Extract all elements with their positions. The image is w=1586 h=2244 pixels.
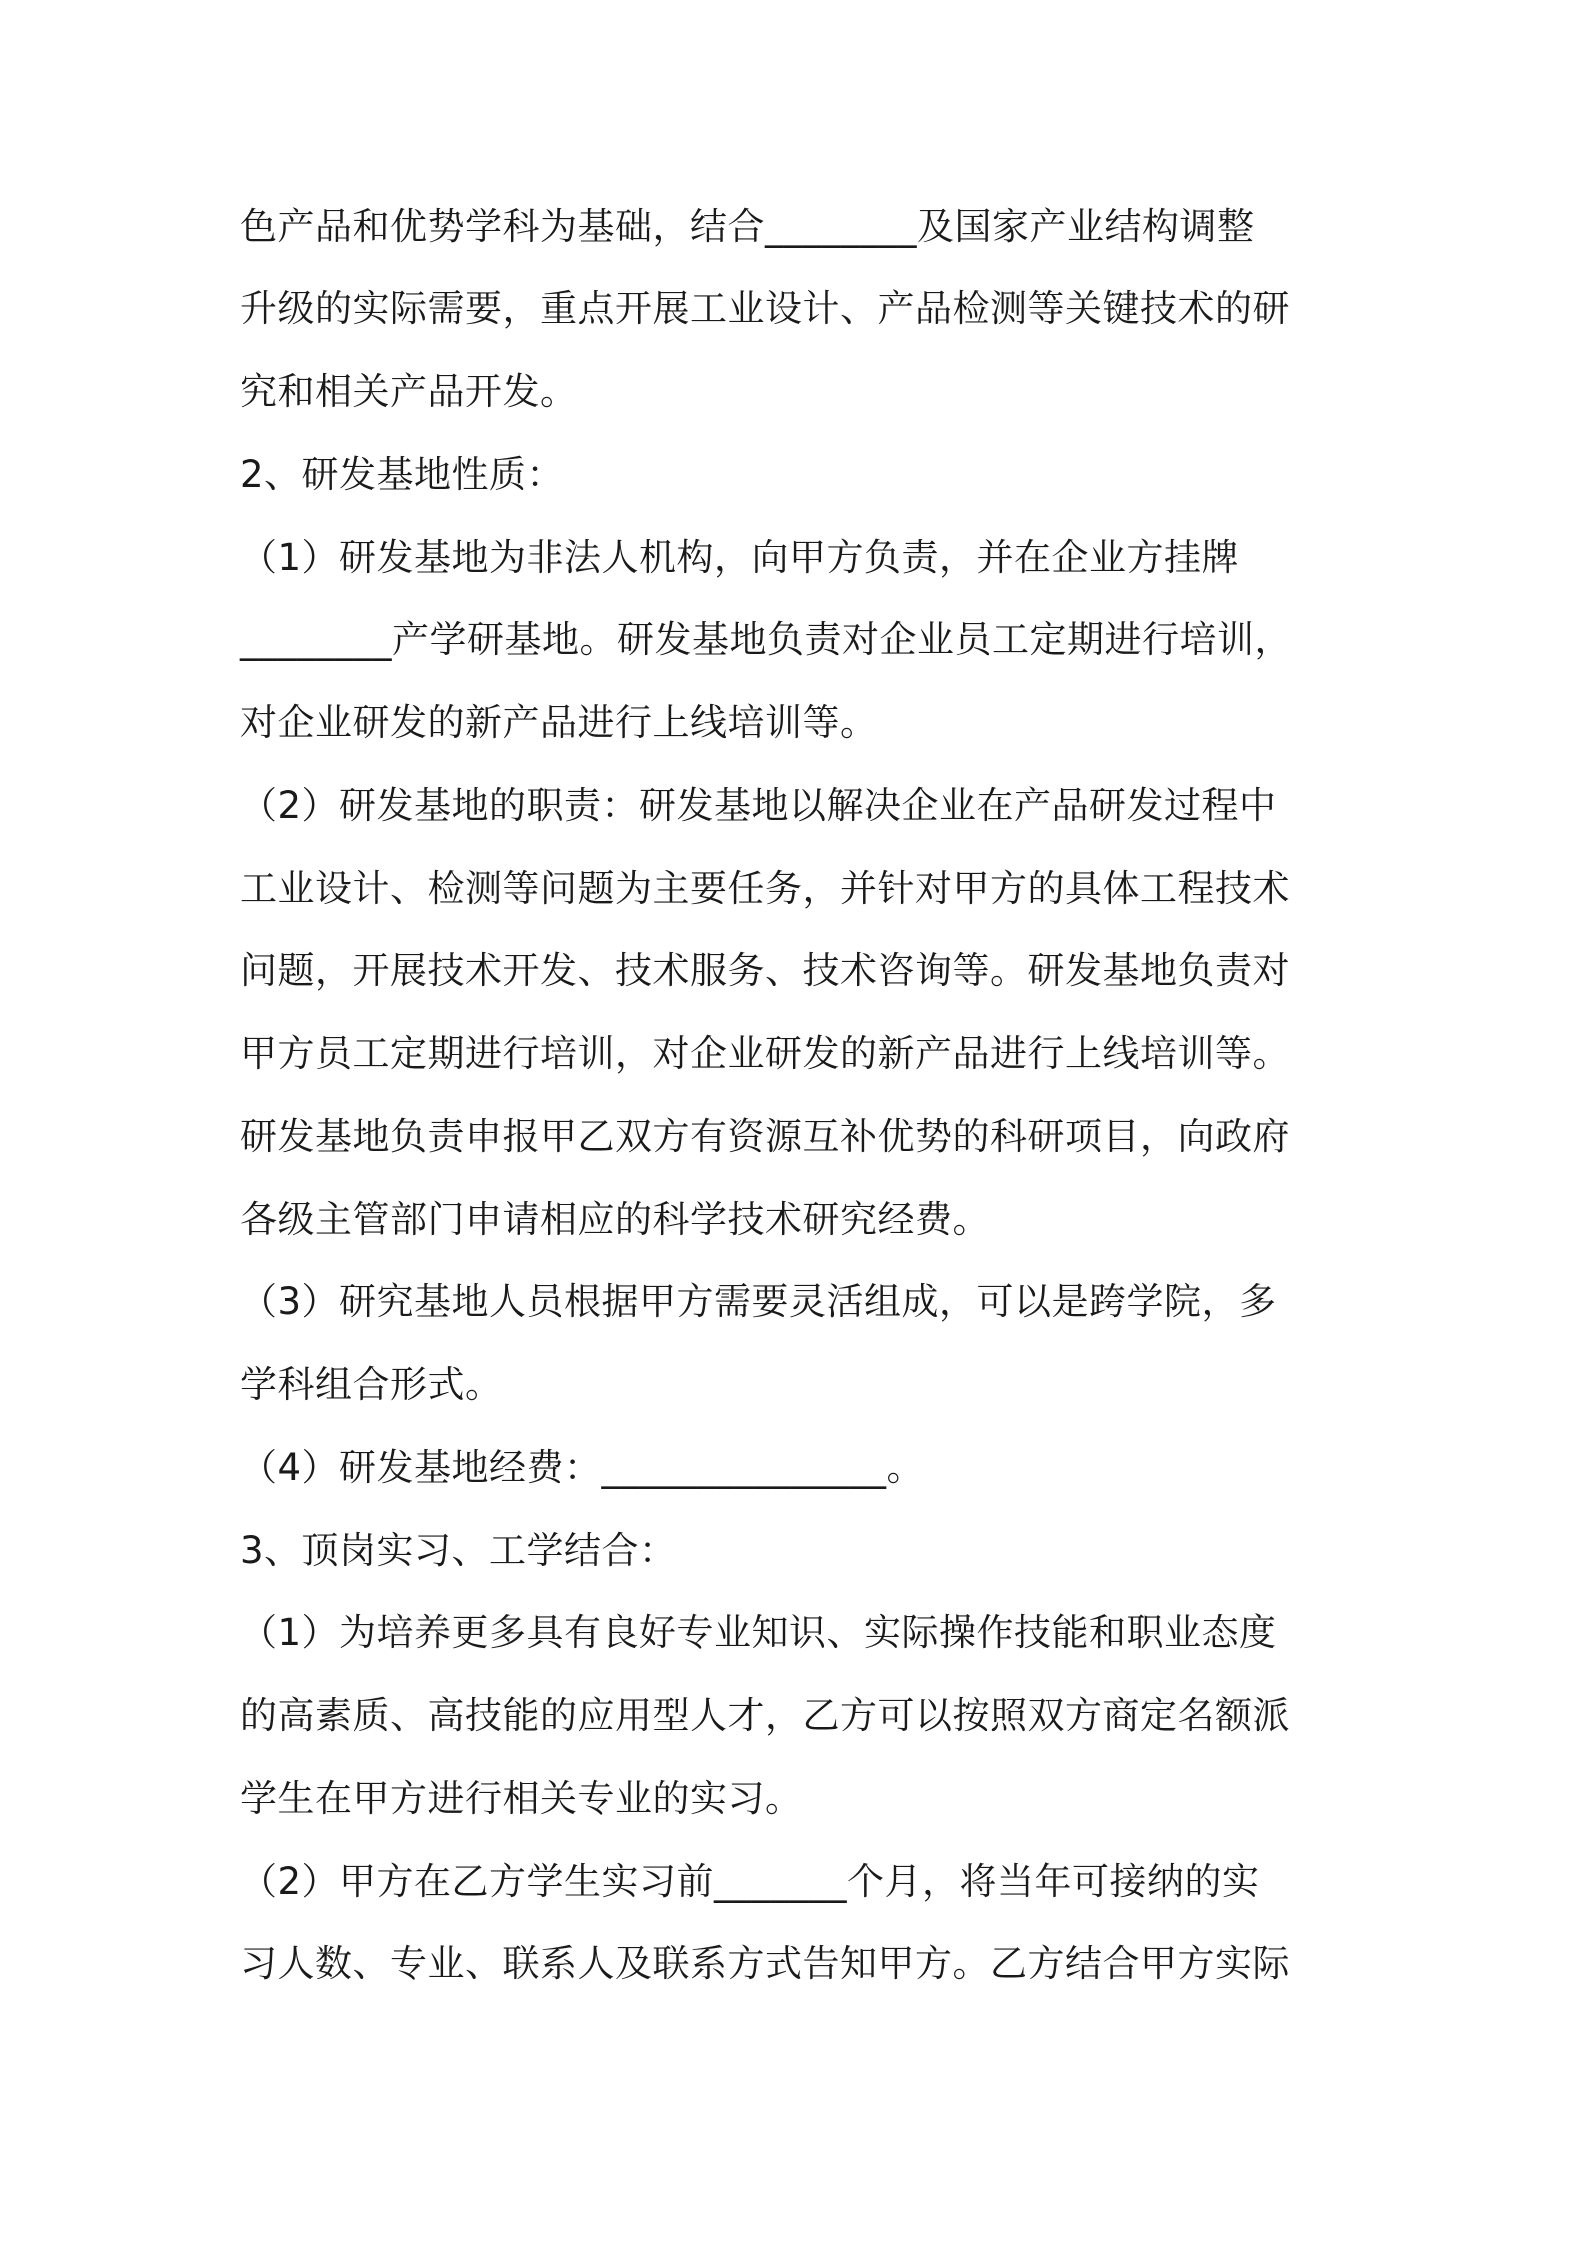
text-line-5: （1）研发基地为非法人机构，向甲方负责，并在企业方挂牌 <box>240 536 1240 579</box>
text-line-1: 色产品和优势学科为基础，结合________及国家产业结构调整 <box>240 205 1255 248</box>
section-heading-3: 3、顶岗实习、工学结合： <box>240 1529 677 1572</box>
text-line-18: （1）为培养更多具有良好专业知识、实际操作技能和职业态度 <box>240 1611 1277 1654</box>
text-line-22: 习人数、专业、联系人及联系方式告知甲方。乙方结合甲方实际 <box>240 1942 1290 1985</box>
text-line-2: 升级的实际需要，重点开展工业设计、产品检测等关键技术的研 <box>240 287 1290 330</box>
text-line-20: 学生在甲方进行相关专业的实习。 <box>240 1777 803 1820</box>
text-line-9: 工业设计、检测等问题为主要任务，并针对甲方的具体工程技术 <box>240 867 1290 910</box>
text-line-3: 究和相关产品开发。 <box>240 370 578 413</box>
text-line-19: 的高素质、高技能的应用型人才，乙方可以按照双方商定名额派 <box>240 1694 1290 1737</box>
text-line-7: 对企业研发的新产品进行上线培训等。 <box>240 701 878 744</box>
text-line-21: （2）甲方在乙方学生实习前_______个月，将当年可接纳的实 <box>240 1860 1260 1903</box>
text-line-10: 问题，开展技术开发、技术服务、技术咨询等。研发基地负责对 <box>240 949 1290 992</box>
text-line-8: （2）研发基地的职责：研发基地以解决企业在产品研发过程中 <box>240 784 1277 827</box>
text-line-16: （4）研发基地经费：_______________。 <box>240 1446 925 1489</box>
text-line-11: 甲方员工定期进行培训，对企业研发的新产品进行上线培训等。 <box>240 1032 1290 1075</box>
text-line-15: 学科组合形式。 <box>240 1363 503 1406</box>
text-line-12: 研发基地负责申报甲乙双方有资源互补优势的科研项目，向政府 <box>240 1115 1290 1158</box>
text-line-13: 各级主管部门申请相应的科学技术研究经费。 <box>240 1198 990 1241</box>
text-line-6: ________产学研基地。研发基地负责对企业员工定期进行培训， <box>240 618 1292 661</box>
section-heading-2: 2、研发基地性质： <box>240 453 565 496</box>
text-line-14: （3）研究基地人员根据甲方需要灵活组成，可以是跨学院，多 <box>240 1280 1277 1323</box>
